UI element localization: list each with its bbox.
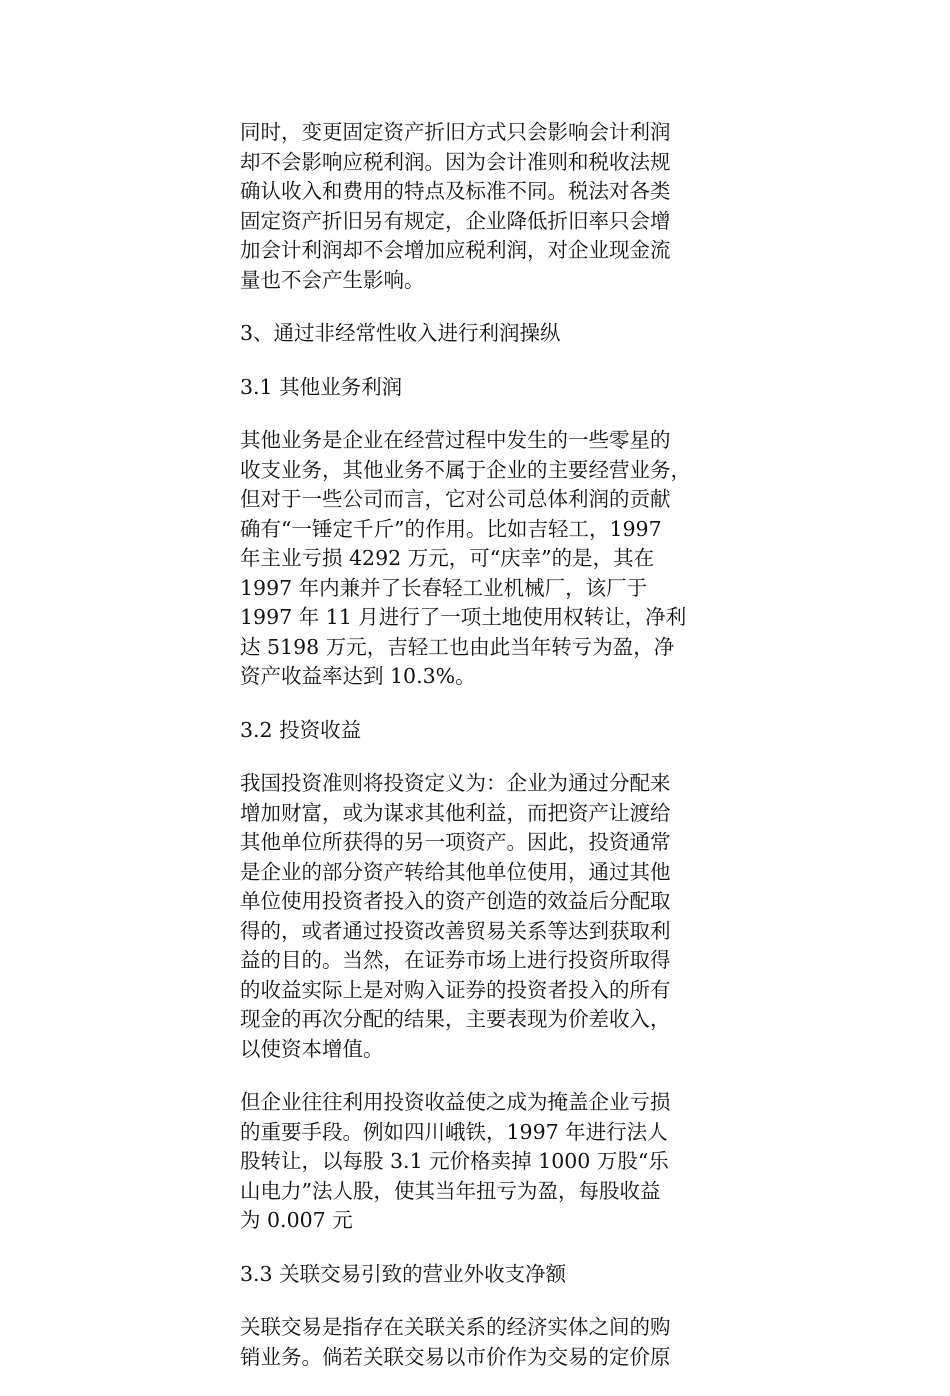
body-paragraph [240, 1088, 718, 1236]
paragraph-line: 关联交易是指存在关联关系的经济实体之间的购 [240, 1315, 671, 1339]
paragraph-line: 股转让，以每股 3.1 元价格卖掉 1000 万股“乐 [240, 1149, 669, 1173]
paragraph-line: 我国投资准则将投资定义为：企业为通过分配来 [240, 771, 671, 795]
document-body [240, 118, 718, 1396]
paragraph-line: 却不会影响应税利润。因为会计准则和税收法规 [240, 149, 671, 174]
heading-text: 3.1 其他业务利润 [240, 374, 403, 399]
paragraph-line: 1997 年内兼并了长春轻工业机械厂，该厂于 [240, 575, 648, 600]
paragraph-line: 山电力”法人股，使其当年扭亏为盈，每股收益 [240, 1178, 661, 1203]
section-heading [240, 1260, 718, 1290]
paragraph-line: 是企业的部分资产转给其他单位使用，通过其他 [240, 859, 671, 884]
paragraph-line: 以使资本增值。 [240, 1036, 384, 1061]
paragraph-line: 但企业往往利用投资收益使之成为掩盖企业亏损 [240, 1090, 671, 1114]
paragraph-line: 资产收益率达到 10.3%。 [240, 664, 476, 688]
paragraph-line: 但对于一些公司而言，它对公司总体利润的贡献 [240, 487, 671, 511]
paragraph-line: 其他单位所获得的另一项资产。因此，投资通常 [240, 830, 671, 854]
heading-text: 3、通过非经常性收入进行利润操纵 [240, 321, 561, 345]
body-paragraph [240, 1313, 718, 1372]
section-heading [240, 319, 718, 349]
heading-text: 3.3 关联交易引致的营业外收支净额 [240, 1261, 567, 1286]
paragraph-line: 收支业务，其他业务不属于企业的主要经营业务， [240, 457, 691, 482]
body-paragraph [240, 426, 718, 692]
paragraph-line: 其他业务是企业在经营过程中发生的一些零星的 [240, 428, 671, 452]
paragraph-line: 同时，变更固定资产折旧方式只会影响会计利润 [240, 120, 671, 144]
paragraph-line: 确认收入和费用的特点及标准不同。税法对各类 [240, 179, 671, 203]
paragraph-line: 益的目的。当然，在证券市场上进行投资所取得 [240, 948, 671, 972]
paragraph-line: 加会计利润却不会增加应税利润，对企业现金流 [240, 238, 671, 262]
paragraph-line: 固定资产折旧另有规定，企业降低折旧率只会增 [240, 208, 671, 233]
paragraph-line: 现金的再次分配的结果，主要表现为价差收入， [240, 1007, 671, 1031]
paragraph-line: 的重要手段。例如四川峨铁，1997 年进行法人 [240, 1119, 668, 1144]
body-paragraph [240, 118, 718, 295]
paragraph-line: 年主业亏损 4292 万元，可“庆幸”的是，其在 [240, 546, 655, 570]
paragraph-line: 为 0.007 元 [240, 1208, 353, 1232]
paragraph-line: 单位使用投资者投入的资产创造的效益后分配取 [240, 889, 671, 913]
paragraph-line: 得的，或者通过投资改善贸易关系等达到获取利 [240, 918, 671, 943]
paragraph-line: 的收益实际上是对购入证券的投资者投入的所有 [240, 977, 671, 1002]
paragraph-line: 达 5198 万元，吉轻工也由此当年转亏为盈，净 [240, 634, 675, 659]
paragraph-line: 销业务。倘若关联交易以市价作为交易的定价原 [240, 1344, 671, 1369]
paragraph-line: 增加财富，或为谋求其他利益，而把资产让渡给 [240, 800, 671, 825]
paragraph-line: 量也不会产生影响。 [240, 267, 425, 292]
section-heading [240, 373, 718, 403]
heading-text: 3.2 投资收益 [240, 717, 362, 742]
body-paragraph [240, 769, 718, 1064]
section-heading [240, 716, 718, 746]
paragraph-line: 确有“一锤定千斤”的作用。比如吉轻工，1997 [240, 516, 662, 541]
paragraph-line: 1997 年 11 月进行了一项土地使用权转让，净利 [240, 605, 687, 629]
